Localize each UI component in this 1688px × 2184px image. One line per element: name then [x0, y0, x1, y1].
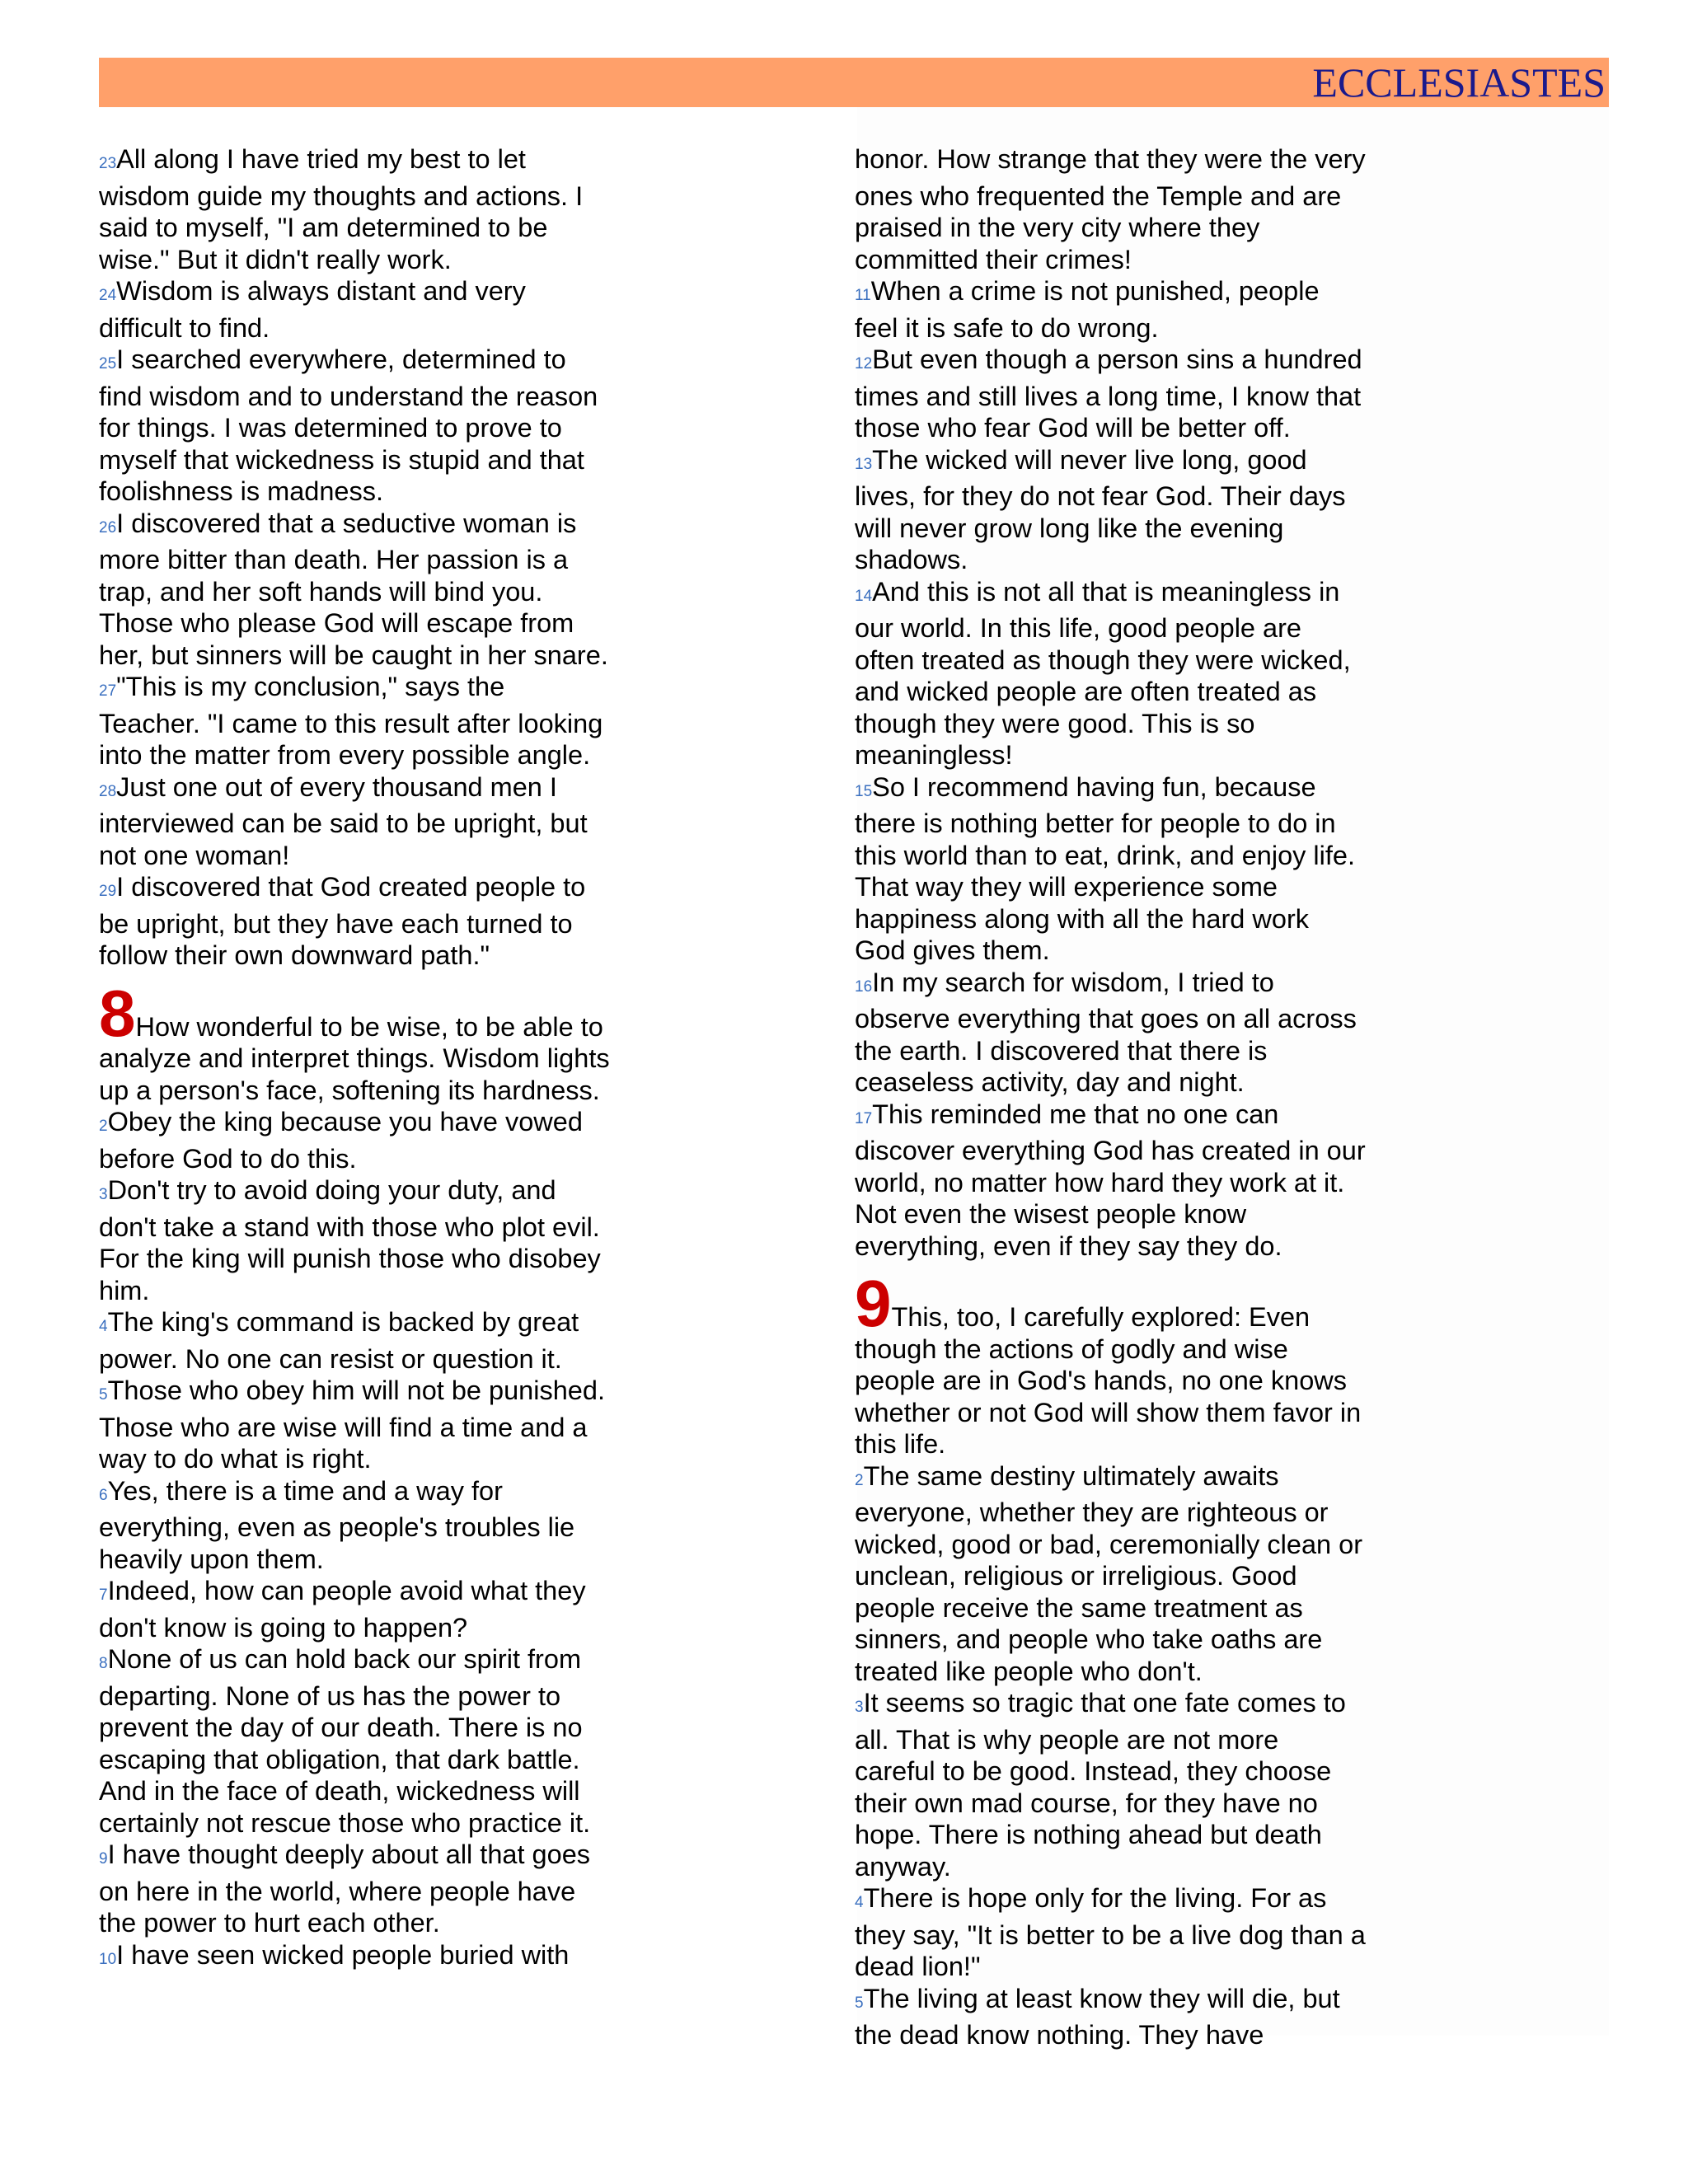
- verse-number: 26: [99, 518, 117, 537]
- verse-number: 11: [855, 287, 871, 304]
- chapter-8-verses: [99, 1106, 610, 1975]
- verse-text: There is hope only for the living. For as they say, "It is better to be a live dog than a dead lion!": [855, 1883, 1366, 1981]
- verse: [855, 576, 1366, 771]
- verse: [99, 1174, 610, 1306]
- verse: [99, 771, 610, 872]
- verse-text: I discovered that God created people to be upright, but they have each turned to follow their own downward path.": [99, 872, 586, 970]
- verse: [855, 344, 1366, 444]
- verse: [99, 1106, 610, 1174]
- verse-number: 3: [99, 1186, 108, 1203]
- verse-number: 29: [99, 883, 117, 900]
- verse-text: It seems so tragic that one fate comes to all. That is why people are not more careful to be good. Instead, they choose their own mad course, for they have no hope. There is nothing ahead but death anyway.: [855, 1688, 1346, 1882]
- verse-text: All along I have tried my best to let wisdom guide my thoughts and actions. I said to myself, "I am determined to be wise." But it didn't really work.: [99, 144, 584, 274]
- verse-number: 14: [855, 587, 873, 605]
- verse-text: Don't try to avoid doing your duty, and don't take a stand with those who plot evil. For the king will punish those who disobey him.: [99, 1175, 601, 1305]
- verse-number: 3: [855, 1699, 864, 1716]
- verse-text: Just one out of every thousand men I interviewed can be said to be upright, but not one woman!: [99, 771, 588, 870]
- verse-text: In my search for wisdom, I tried to observe everything that goes on all across the earth. I discovered that there is ceaseless activity, day and night.: [855, 967, 1357, 1097]
- verse-text: None of us can hold back our spirit from departing. None of us has the power to prevent the day of our death. There is no escaping that obligation, that dark battle. And in the face of death, wickedness will certainly not rescue those who practice it.: [99, 1644, 591, 1838]
- right-column: [855, 143, 1366, 2051]
- verse-number: 17: [855, 1109, 873, 1127]
- header-bar: [99, 58, 1609, 107]
- verse-text: "This is my conclusion," says the Teacher. "I came to this result after looking into the matter from every possible angle.: [99, 672, 603, 770]
- verse-text: Indeed, how can people avoid what they don't know is going to happen?: [99, 1576, 586, 1643]
- verse-text: I have thought deeply about all that goes on here in the world, where people have the power to hurt each other.: [99, 1840, 591, 1938]
- verse: [99, 1306, 610, 1375]
- verse: [855, 1983, 1366, 2051]
- verse-text: When a crime is not punished, people feel it is safe to do wrong.: [855, 276, 1320, 343]
- verse: [99, 275, 610, 344]
- verse: [99, 1839, 610, 1939]
- chapter-8-opening: [99, 976, 610, 1107]
- verse: [855, 275, 1366, 344]
- verse-text: The king's command is backed by great power. No one can resist or question it.: [99, 1307, 579, 1374]
- chapter-9-verses: [855, 1460, 1366, 2051]
- verse: [99, 1939, 610, 1976]
- verse: [99, 508, 610, 672]
- verse-text: I discovered that a seductive woman is more bitter than death. Her passion is a trap, and her soft hands will bind you. Those who please God will escape from her, but sinners will be caught in her snare.: [99, 508, 608, 670]
- verse: [855, 444, 1366, 576]
- chapter-number: 9: [855, 1267, 892, 1340]
- verse-number: 27: [99, 682, 117, 700]
- verse: [855, 1882, 1366, 1983]
- verse-text: I have seen wicked people buried with: [116, 1939, 570, 1970]
- verse-text: Wisdom is always distant and very difficult to find.: [99, 276, 526, 343]
- verse-number: 15: [855, 782, 873, 800]
- verse-text: This reminded me that no one can discover everything God has created in our world, no matter how hard they work at it. Not even the wisest people know everything, even if they say they do.: [855, 1099, 1366, 1261]
- chapter-7-verses: [99, 143, 610, 972]
- verse-text: The same destiny ultimately awaits everyone, whether they are righteous or wicked, good or bad, ceremonially clean or unclean, religious or irreligious. Good people receive the same treatment as sinners, and people who take oaths are treated like people who don't.: [855, 1460, 1363, 1686]
- verse-text: And this is not all that is meaningless in our world. In this life, good people are often treated as though they were wicked, and wicked people are often treated as though they were good. This is so meaningless!: [855, 576, 1351, 770]
- verse-text: The living at least know they will die, but the dead know nothing. They have: [855, 1983, 1340, 2050]
- verse-number: 8: [99, 1655, 108, 1672]
- verse-number: 5: [99, 1386, 108, 1404]
- verse-number: 5: [855, 1994, 864, 2012]
- verse-number: 10: [99, 1950, 117, 1968]
- verse: [855, 967, 1366, 1099]
- verse-number: 7: [99, 1586, 108, 1604]
- verse: [855, 1687, 1366, 1882]
- verse: [99, 1475, 610, 1576]
- verse: [855, 771, 1366, 967]
- book-title: ECCLESIASTES: [1312, 59, 1606, 105]
- verse-number: 25: [99, 355, 117, 373]
- verse-text: The wicked will never live long, good lives, for they do not fear God. Their days will never grow long like the evening shadows.: [855, 444, 1346, 574]
- verse-text: But even though a person sins a hundred times and still lives a long time, I know that those who fear God will be better off.: [855, 344, 1362, 443]
- chapter-9-opening: [855, 1267, 1366, 1460]
- verse-number: 9: [99, 1850, 108, 1868]
- chapter-8-continued-verses: [855, 143, 1366, 1262]
- verse-number: 16: [855, 977, 873, 996]
- verse: [855, 1460, 1366, 1688]
- verse: [855, 143, 1366, 275]
- verse-number: 2: [855, 1471, 864, 1489]
- verse-text: I searched everywhere, determined to find wisdom and to understand the reason for things. I was determined to prove to myself that wickedness is stupid and that foolishness is madness.: [99, 344, 598, 506]
- verse-number: 6: [99, 1486, 108, 1504]
- verse-number: 2: [99, 1118, 108, 1135]
- verse-number: 12: [855, 355, 873, 373]
- verse-number: 4: [99, 1318, 108, 1335]
- verse-text: Yes, there is a time and a way for everything, even as people's troubles lie heavily upon them.: [99, 1475, 575, 1574]
- verse-number: 28: [99, 782, 117, 800]
- verse-text: So I recommend having fun, because there is nothing better for people to do in this world than to eat, drink, and enjoy life. That way they will experience some happiness along with all the hard work God gives them.: [855, 771, 1356, 965]
- verse-text: honor. How strange that they were the very ones who frequented the Temple and are praised in the very city where they committed their crimes!: [855, 144, 1366, 274]
- verse-text: Those who obey him will not be punished. Those who are wise will find a time and a way to do what is right.: [99, 1376, 605, 1474]
- verse-text: How wonderful to be wise, to be able to analyze and interpret things. Wisdom lights up a person's face, softening its hardness.: [99, 1011, 610, 1105]
- verse: [99, 1375, 610, 1475]
- verse-text: Obey the king because you have vowed before God to do this.: [99, 1107, 583, 1174]
- left-column: [99, 143, 610, 1975]
- verse: [99, 143, 610, 275]
- verse: [99, 1643, 610, 1839]
- chapter-number: 8: [99, 976, 136, 1050]
- verse: [855, 1099, 1366, 1263]
- verse: [99, 871, 610, 972]
- verse-number: 13: [855, 455, 873, 473]
- verse-text: This, too, I carefully explored: Even though the actions of godly and wise people are in God's hands, no one knows whether or not God will show them favor in this life.: [855, 1302, 1362, 1459]
- verse-number: 23: [99, 155, 117, 172]
- verse: [99, 671, 610, 771]
- verse: [99, 1575, 610, 1643]
- verse-number: 24: [99, 287, 117, 304]
- verse-number: 4: [855, 1894, 864, 1911]
- verse: [99, 344, 610, 508]
